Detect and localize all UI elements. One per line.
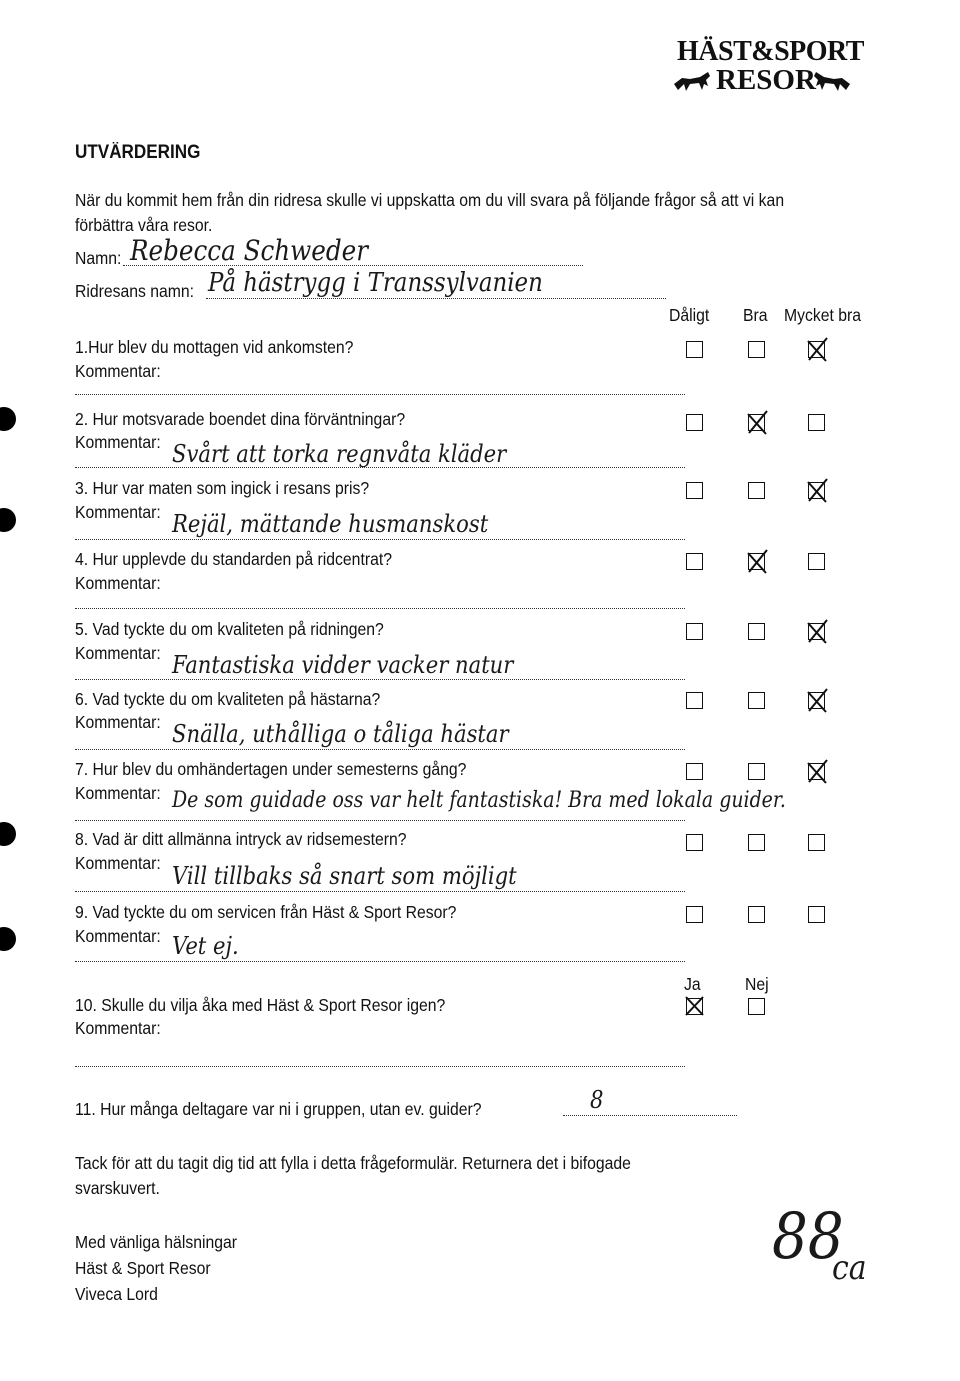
q5-comment-value[interactable]: Fantastiska vidder vacker natur (172, 651, 514, 679)
q8-question: 8. Vad är ditt allmänna intryck av ridsemestern? (75, 829, 407, 849)
q2-comment-label: Kommentar: (75, 432, 161, 452)
q8-checkbox-poor[interactable] (686, 834, 703, 851)
q8-comment-line (75, 891, 685, 892)
q5-checkbox-poor[interactable] (686, 623, 703, 640)
scale-header-poor: Dåligt (669, 305, 710, 325)
q8-comment-label: Kommentar: (75, 853, 161, 873)
closing-person: Viveca Lord (75, 1284, 158, 1304)
q2-checkbox-very-good[interactable] (808, 414, 825, 431)
q10-checkbox-no[interactable] (748, 998, 765, 1015)
q8-checkbox-good[interactable] (748, 834, 765, 851)
closing-greeting: Med vänliga hälsningar (75, 1232, 237, 1252)
q11-answer-line (563, 1115, 737, 1116)
thanks-text-line: Tack för att du tagit dig tid att fylla i detta frågeformulär. Returnera det i bifogade (75, 1153, 631, 1173)
trip-label: Ridresans namn: (75, 281, 195, 301)
q3-question: 3. Hur var maten som ingick i resans pris? (75, 478, 370, 498)
q2-question: 2. Hur motsvarade boendet dina förväntningar? (75, 409, 406, 429)
q6-question: 6. Vad tyckte du om kvaliteten på hästarna? (75, 689, 381, 709)
q10-comment-label: Kommentar: (75, 1018, 161, 1038)
horse-logo-icon (672, 70, 714, 99)
q9-comment-label: Kommentar: (75, 926, 161, 946)
form-title: UTVÄRDERING (75, 142, 201, 163)
q9-question: 9. Vad tyckte du om servicen från Häst & Sport Resor? (75, 902, 457, 922)
q3-comment-line (75, 539, 685, 540)
trip-line (206, 298, 666, 299)
q7-comment-label: Kommentar: (75, 783, 161, 803)
q4-checkbox-very-good[interactable] (808, 553, 825, 570)
name-label: Namn: (75, 248, 122, 268)
q1-checkbox-good[interactable] (748, 341, 765, 358)
q11-answer[interactable]: 8 (590, 1086, 604, 1114)
margin-note: 88 (772, 1200, 844, 1274)
q1-checkbox-poor[interactable] (686, 341, 703, 358)
scale-header-good: Bra (743, 305, 768, 325)
q3-comment-value[interactable]: Rejäl, mättande husmanskost (172, 510, 489, 538)
q6-checkbox-very-good[interactable] (808, 692, 825, 709)
intro-text-line: förbättra våra resor. (75, 215, 213, 235)
q10-question: 10. Skulle du vilja åka med Häst & Sport Resor igen? (75, 995, 446, 1015)
q6-checkbox-poor[interactable] (686, 692, 703, 709)
q3-comment-label: Kommentar: (75, 502, 161, 522)
q5-question: 5. Vad tyckte du om kvaliteten på ridningen? (75, 619, 384, 639)
q1-checkbox-very-good[interactable] (808, 341, 825, 358)
q2-comment-value[interactable]: Svårt att torka regnvåta kläder (172, 440, 507, 468)
reviewer-initials: ca (832, 1248, 867, 1288)
q10-checkbox-yes[interactable] (686, 998, 703, 1015)
q5-checkbox-good[interactable] (748, 623, 765, 640)
q10-header-yes: Ja (684, 974, 701, 994)
q4-comment-label: Kommentar: (75, 573, 161, 593)
thanks-text-line: svarskuvert. (75, 1178, 160, 1198)
q6-comment-value[interactable]: Snälla, uthålliga o tåliga hästar (172, 720, 509, 748)
q3-checkbox-poor[interactable] (686, 482, 703, 499)
q7-comment-line (75, 820, 685, 821)
closing-company: Häst & Sport Resor (75, 1258, 211, 1278)
q9-comment-value[interactable]: Vet ej. (172, 932, 239, 960)
q7-checkbox-good[interactable] (748, 763, 765, 780)
q9-checkbox-poor[interactable] (686, 906, 703, 923)
q5-comment-line (75, 679, 685, 680)
q9-comment-line (75, 961, 685, 962)
q7-comment-value[interactable]: De som guidade oss var helt fantastiska! Bra med lokala guider. (172, 788, 786, 813)
q3-checkbox-very-good[interactable] (808, 482, 825, 499)
q10-comment-line (75, 1066, 685, 1067)
q5-checkbox-very-good[interactable] (808, 623, 825, 640)
punch-hole-mark (0, 927, 16, 951)
q4-question: 4. Hur upplevde du standarden på ridcentrat? (75, 549, 392, 569)
trip-value[interactable]: På hästrygg i Transsylvanien (208, 268, 543, 298)
name-value[interactable]: Rebecca Schweder (130, 234, 368, 267)
q9-checkbox-good[interactable] (748, 906, 765, 923)
q9-checkbox-very-good[interactable] (808, 906, 825, 923)
q7-question: 7. Hur blev du omhändertagen under semesterns gång? (75, 759, 467, 779)
q10-header-no: Nej (745, 974, 769, 994)
q2-checkbox-poor[interactable] (686, 414, 703, 431)
punch-hole-mark (0, 508, 16, 532)
logo-wordmark-bottom: RESOR (716, 64, 816, 96)
q4-checkbox-poor[interactable] (686, 553, 703, 570)
q6-comment-line (75, 749, 685, 750)
q4-comment-line (75, 608, 685, 609)
q1-comment-line (75, 394, 685, 395)
punch-hole-mark (0, 407, 16, 431)
punch-hole-mark (0, 822, 16, 846)
logo-wordmark-top: HÄST&SPORT (677, 36, 864, 67)
scale-header-very-good: Mycket bra (784, 305, 862, 325)
q6-comment-label: Kommentar: (75, 712, 161, 732)
q2-checkbox-good[interactable] (748, 414, 765, 431)
q8-checkbox-very-good[interactable] (808, 834, 825, 851)
q1-comment-label: Kommentar: (75, 361, 161, 381)
intro-text-line: När du kommit hem från din ridresa skulle vi uppskatta om du vill svara på följande frågor så att vi kan (75, 190, 785, 210)
horse-logo-icon (810, 70, 852, 99)
q7-checkbox-very-good[interactable] (808, 763, 825, 780)
q1-question: 1.Hur blev du mottagen vid ankomsten? (75, 337, 354, 357)
q3-checkbox-good[interactable] (748, 482, 765, 499)
q4-checkbox-good[interactable] (748, 553, 765, 570)
q8-comment-value[interactable]: Vill tillbaks så snart som möjligt (172, 862, 517, 890)
q11-question: 11. Hur många deltagare var ni i gruppen, utan ev. guider? (75, 1099, 482, 1119)
q6-checkbox-good[interactable] (748, 692, 765, 709)
q7-checkbox-poor[interactable] (686, 763, 703, 780)
q5-comment-label: Kommentar: (75, 643, 161, 663)
